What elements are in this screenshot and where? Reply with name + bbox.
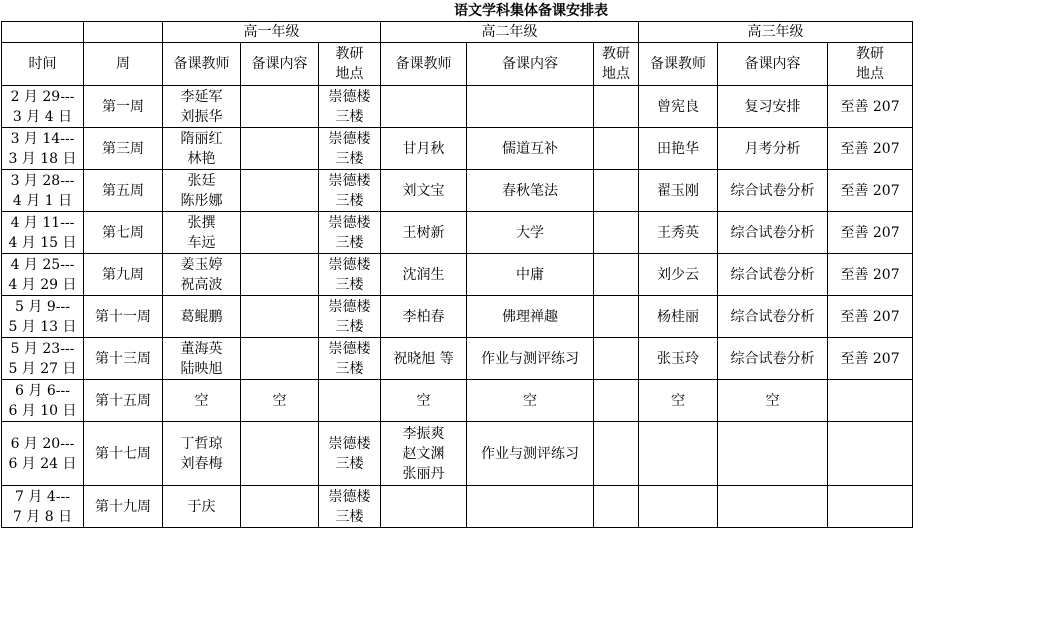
- g3-content-cell: [718, 486, 828, 528]
- g1-teacher-cell: [163, 380, 241, 422]
- g1-place-cell-line: 三楼: [335, 234, 364, 251]
- g1-content-cell: [241, 86, 319, 128]
- g1-teacher-cell-line: 姜玉婷: [180, 256, 223, 273]
- g1-teacher-cell-line: 刘春梅: [180, 455, 223, 472]
- g1-place-cell-line: 崇德楼: [328, 340, 371, 357]
- g1-teacher-cell: [163, 128, 241, 170]
- g1-teacher-cell: [163, 170, 241, 212]
- blank-cell: [84, 22, 163, 43]
- g2-teacher-cell-line: 空: [416, 392, 431, 409]
- g3-teacher-cell: 空: [639, 380, 718, 422]
- g2-content-cell: 空: [467, 380, 594, 422]
- g3-place-cell: 至善 207: [828, 338, 913, 380]
- g2-teacher-cell: [381, 296, 467, 338]
- g2-content-header: 备课内容: [467, 43, 594, 86]
- g1-teacher-cell: [163, 254, 241, 296]
- g3-content-cell: 复习安排: [718, 86, 828, 128]
- place-header-line: 教研: [602, 46, 631, 62]
- week-header: 周: [84, 43, 163, 86]
- g2-teacher-cell: [381, 380, 467, 422]
- time-cell-line: 6 月 20---: [10, 435, 75, 452]
- g2-teacher-cell: [381, 212, 467, 254]
- g1-place-header: [319, 43, 381, 86]
- g3-teacher-cell: 刘少云: [639, 254, 718, 296]
- table-row: [2, 170, 913, 212]
- time-cell: [2, 338, 84, 380]
- g2-place-cell: [594, 380, 639, 422]
- g1-place-cell: [319, 212, 381, 254]
- time-cell: [2, 486, 84, 528]
- g3-teacher-cell: 翟玉刚: [639, 170, 718, 212]
- g2-place-cell: [594, 486, 639, 528]
- g1-teacher-cell-line: 陈彤娜: [180, 192, 223, 209]
- g2-teacher-cell-line: 刘文宝: [402, 182, 445, 199]
- g3-content-cell: [718, 422, 828, 486]
- g2-teacher-cell-line: 王树新: [402, 224, 445, 241]
- g1-place-cell: [319, 422, 381, 486]
- g1-place-cell-line: 三楼: [335, 192, 364, 209]
- time-cell-line: 7 月 8 日: [12, 508, 73, 525]
- g3-place-cell: [828, 486, 913, 528]
- g1-teacher-cell-line: 车远: [187, 234, 216, 251]
- time-cell-line: 6 月 6---: [15, 382, 70, 399]
- g1-content-cell: [241, 254, 319, 296]
- time-cell: [2, 170, 84, 212]
- g2-teacher-cell: [381, 486, 467, 528]
- g1-place-cell-line: 三楼: [335, 276, 364, 293]
- table-row: [2, 338, 913, 380]
- time-cell-line: 5 月 23---: [10, 340, 75, 357]
- g2-teacher-cell-line: 甘月秋: [402, 140, 445, 157]
- g3-teacher-cell: 王秀英: [639, 212, 718, 254]
- time-cell-line: 4 月 11---: [10, 214, 75, 231]
- g2-teacher-cell-line: 李柏春: [402, 308, 445, 325]
- g3-content-cell: 月考分析: [718, 128, 828, 170]
- g1-teacher-cell-line: 张廷: [187, 172, 216, 189]
- g1-place-cell: [319, 254, 381, 296]
- g2-teacher-cell-line: 张丽丹: [402, 465, 445, 482]
- grade-1-header: 高一年级: [163, 22, 381, 43]
- g3-teacher-cell: 杨桂丽: [639, 296, 718, 338]
- g1-teacher-cell-line: 刘振华: [180, 108, 223, 125]
- week-cell: 第十一周: [84, 296, 163, 338]
- time-cell-line: 5 月 9---: [15, 298, 70, 315]
- g1-content-cell: [241, 422, 319, 486]
- table-row: [2, 86, 913, 128]
- g1-place-cell-line: 崇德楼: [328, 435, 371, 452]
- time-cell-line: 4 月 25---: [10, 256, 75, 273]
- week-cell: 第一周: [84, 86, 163, 128]
- g1-teacher-cell: [163, 212, 241, 254]
- time-cell: [2, 212, 84, 254]
- g2-place-cell: [594, 338, 639, 380]
- g2-teacher-cell: [381, 170, 467, 212]
- g1-teacher-cell: [163, 422, 241, 486]
- g2-teacher-cell: [381, 128, 467, 170]
- g2-teacher-cell: [381, 86, 467, 128]
- g1-place-cell: [319, 170, 381, 212]
- table-row: [2, 128, 913, 170]
- g1-place-cell: [319, 486, 381, 528]
- g1-teacher-cell-line: 祝高波: [180, 276, 223, 293]
- time-cell-line: 2 月 29---: [10, 88, 75, 105]
- g1-teacher-cell: [163, 338, 241, 380]
- g2-teacher-cell: [381, 338, 467, 380]
- g1-teacher-cell-line: 葛鲲鹏: [180, 308, 223, 325]
- g1-content-cell: [241, 212, 319, 254]
- g1-place-cell-line: 三楼: [335, 360, 364, 377]
- g3-place-cell: 至善 207: [828, 212, 913, 254]
- g2-content-cell: 儒道互补: [467, 128, 594, 170]
- g1-content-cell: [241, 338, 319, 380]
- g3-content-cell: 空: [718, 380, 828, 422]
- g3-place-cell: 至善 207: [828, 86, 913, 128]
- table-row: [2, 422, 913, 486]
- table-row: [2, 212, 913, 254]
- time-header: 时间: [2, 43, 84, 86]
- g2-teacher-cell-line: 祝晓旭 等: [393, 350, 454, 367]
- time-cell: [2, 422, 84, 486]
- g2-place-header: [594, 43, 639, 86]
- time-cell: [2, 128, 84, 170]
- time-cell: [2, 296, 84, 338]
- time-cell-line: 6 月 24 日: [8, 455, 77, 472]
- g3-place-cell: 至善 207: [828, 254, 913, 296]
- g2-place-cell: [594, 86, 639, 128]
- table-row: [2, 254, 913, 296]
- time-cell: [2, 86, 84, 128]
- g2-content-cell: [467, 86, 594, 128]
- g3-place-cell: [828, 422, 913, 486]
- g1-place-cell-line: 三楼: [335, 455, 364, 472]
- g2-content-cell: 大学: [467, 212, 594, 254]
- g1-place-cell-line: 崇德楼: [328, 488, 371, 505]
- g3-place-cell: 至善 207: [828, 128, 913, 170]
- time-cell: [2, 380, 84, 422]
- g2-teacher-cell: [381, 422, 467, 486]
- g1-teacher-cell-line: 隋丽红: [180, 130, 223, 147]
- g1-place-cell-line: 崇德楼: [328, 172, 371, 189]
- g3-teacher-cell: [639, 422, 718, 486]
- place-header-line: 地点: [335, 66, 364, 82]
- column-header-row: [2, 43, 913, 86]
- page-title: 语文学科集体备课安排表: [454, 3, 608, 19]
- g3-content-cell: 综合试卷分析: [718, 296, 828, 338]
- g2-content-cell: 作业与测评练习: [467, 338, 594, 380]
- table-row: [2, 296, 913, 338]
- g2-teacher-header: 备课教师: [381, 43, 467, 86]
- g1-place-cell-line: 三楼: [335, 108, 364, 125]
- g1-teacher-cell-line: 于庆: [187, 498, 216, 515]
- g1-teacher-cell: [163, 486, 241, 528]
- blank-cell: [2, 22, 84, 43]
- g1-content-cell: [241, 128, 319, 170]
- g2-content-cell: [467, 486, 594, 528]
- g2-place-cell: [594, 254, 639, 296]
- time-cell-line: 5 月 13 日: [8, 318, 77, 335]
- week-cell: 第十三周: [84, 338, 163, 380]
- g3-teacher-cell: 张玉玲: [639, 338, 718, 380]
- grade-2-header: 高二年级: [381, 22, 639, 43]
- g1-teacher-cell-line: 董海英: [180, 340, 223, 357]
- g3-teacher-cell: 曾宪良: [639, 86, 718, 128]
- g1-place-cell-line: 崇德楼: [328, 130, 371, 147]
- g2-teacher-cell: [381, 254, 467, 296]
- schedule-table: [1, 21, 913, 528]
- time-cell-line: 7 月 4---: [15, 488, 70, 505]
- g1-teacher-cell-line: 丁哲琼: [180, 435, 223, 452]
- time-cell-line: 4 月 29 日: [8, 276, 77, 293]
- time-cell-line: 3 月 4 日: [12, 108, 73, 125]
- g3-place-header: [828, 43, 913, 86]
- week-cell: 第七周: [84, 212, 163, 254]
- time-cell-line: 6 月 10 日: [8, 402, 77, 419]
- g1-place-cell-line: 三楼: [335, 150, 364, 167]
- grade-header-row: [2, 22, 913, 43]
- g3-place-cell: [828, 380, 913, 422]
- g1-content-cell: 空: [241, 380, 319, 422]
- g1-teacher-header: 备课教师: [163, 43, 241, 86]
- g3-content-cell: 综合试卷分析: [718, 212, 828, 254]
- place-header-line: 教研: [856, 46, 885, 62]
- g1-place-cell: [319, 380, 381, 422]
- week-cell: 第三周: [84, 128, 163, 170]
- g1-teacher-cell-line: 张撰: [187, 214, 216, 231]
- g1-place-cell-line: 崇德楼: [328, 256, 371, 273]
- table-row: [2, 486, 913, 528]
- time-cell-line: 4 月 1 日: [12, 192, 73, 209]
- g3-teacher-cell: 田艳华: [639, 128, 718, 170]
- g3-content-cell: 综合试卷分析: [718, 254, 828, 296]
- place-header-line: 地点: [856, 66, 885, 82]
- g2-content-cell: 春秋笔法: [467, 170, 594, 212]
- g1-place-cell: [319, 296, 381, 338]
- g1-teacher-cell: [163, 296, 241, 338]
- g2-place-cell: [594, 422, 639, 486]
- time-cell-line: 3 月 14---: [10, 130, 75, 147]
- g1-content-cell: [241, 486, 319, 528]
- g1-place-cell: [319, 338, 381, 380]
- g2-teacher-cell-line: 赵文渊: [402, 445, 445, 462]
- time-cell-line: 3 月 28---: [10, 172, 75, 189]
- week-cell: 第十九周: [84, 486, 163, 528]
- place-header-line: 地点: [602, 66, 631, 82]
- g3-content-header: 备课内容: [718, 43, 828, 86]
- g2-teacher-cell-line: 沈润生: [402, 266, 445, 283]
- time-cell-line: 3 月 18 日: [8, 150, 77, 167]
- g2-content-cell: 中庸: [467, 254, 594, 296]
- g3-teacher-cell: [639, 486, 718, 528]
- g1-teacher-cell-line: 陆映旭: [180, 360, 223, 377]
- g1-teacher-cell: [163, 86, 241, 128]
- time-cell: [2, 254, 84, 296]
- g1-content-header: 备课内容: [241, 43, 319, 86]
- g3-teacher-header: 备课教师: [639, 43, 718, 86]
- week-cell: 第十五周: [84, 380, 163, 422]
- g1-place-cell-line: 三楼: [335, 318, 364, 335]
- g1-teacher-cell-line: 李延军: [180, 88, 223, 105]
- week-cell: 第五周: [84, 170, 163, 212]
- week-cell: 第九周: [84, 254, 163, 296]
- g1-place-cell: [319, 86, 381, 128]
- g2-content-cell: 作业与测评练习: [467, 422, 594, 486]
- g1-place-cell-line: 崇德楼: [328, 88, 371, 105]
- g2-teacher-cell-line: 李振爽: [402, 425, 445, 442]
- grade-3-header: 高三年级: [639, 22, 913, 43]
- table-row: [2, 380, 913, 422]
- g1-place-cell-line: 三楼: [335, 508, 364, 525]
- g2-place-cell: [594, 296, 639, 338]
- g3-content-cell: 综合试卷分析: [718, 170, 828, 212]
- g1-teacher-cell-line: 空: [194, 392, 209, 409]
- g2-place-cell: [594, 170, 639, 212]
- g1-place-cell-line: 崇德楼: [328, 298, 371, 315]
- g3-content-cell: 综合试卷分析: [718, 338, 828, 380]
- g1-place-cell: [319, 128, 381, 170]
- place-header-line: 教研: [335, 46, 364, 62]
- g3-place-cell: 至善 207: [828, 296, 913, 338]
- time-cell-line: 4 月 15 日: [8, 234, 77, 251]
- g3-place-cell: 至善 207: [828, 170, 913, 212]
- time-cell-line: 5 月 27 日: [8, 360, 77, 377]
- g1-content-cell: [241, 296, 319, 338]
- g1-place-cell-line: 崇德楼: [328, 214, 371, 231]
- g2-place-cell: [594, 212, 639, 254]
- g2-place-cell: [594, 128, 639, 170]
- g1-teacher-cell-line: 林艳: [187, 150, 216, 167]
- g2-content-cell: 佛理禅趣: [467, 296, 594, 338]
- g1-content-cell: [241, 170, 319, 212]
- week-cell: 第十七周: [84, 422, 163, 486]
